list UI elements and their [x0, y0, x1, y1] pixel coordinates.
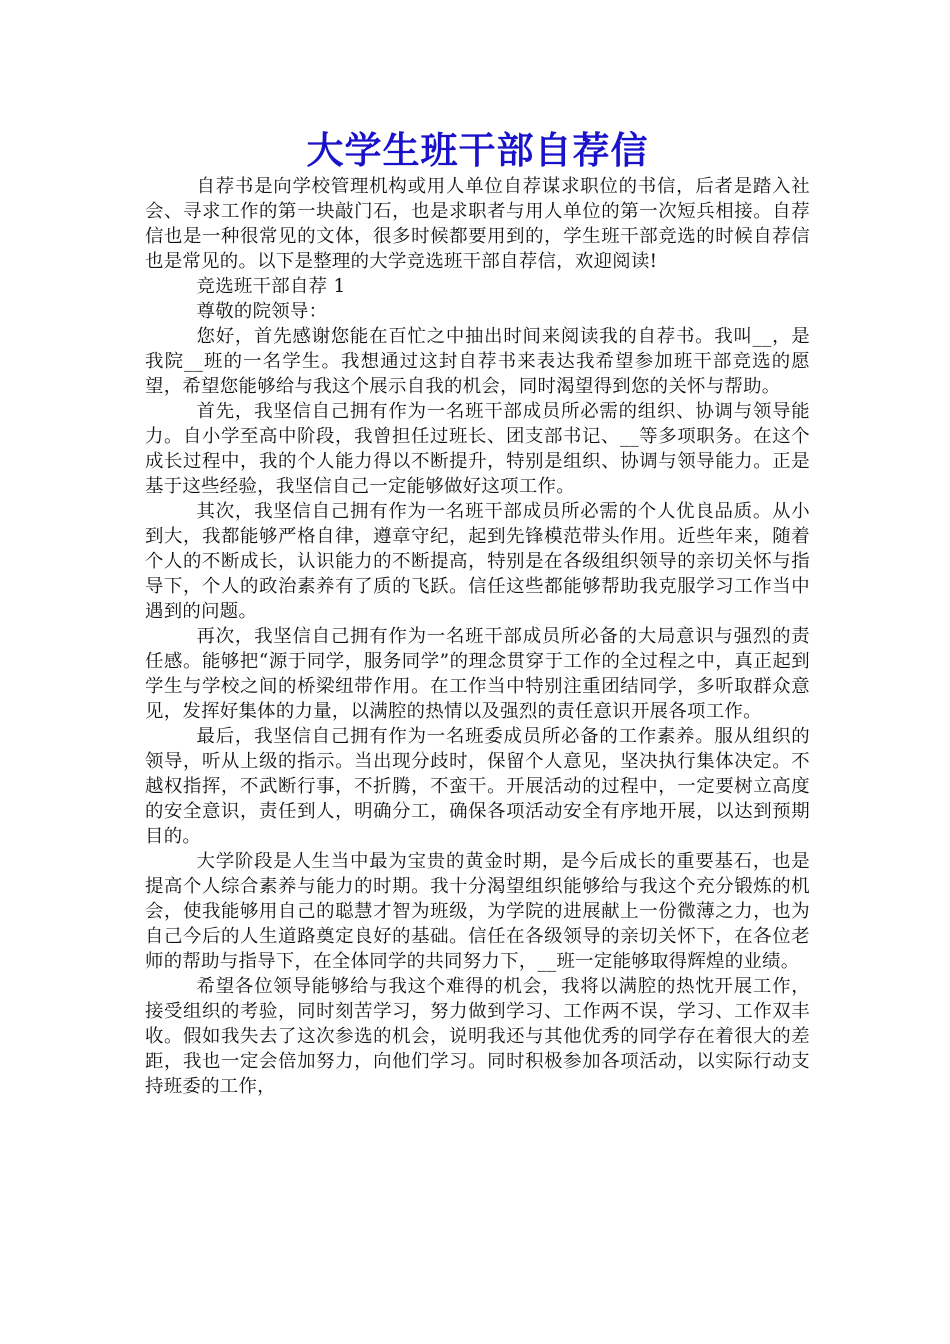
paragraph-second: 其次，我坚信自己拥有作为一名班干部成员所必需的个人优良品质。从小到大，我都能够严格自律，遵章守纪，起到先锋模范带头作用。近些年来，随着个人的不断成长，认识能力的不断提高，特别是在各级组织领导的亲切关怀与指导下，个人的政治素养有了质的飞跃。信任这些都能够帮助我克服学习工作当中遇到的问题。 [145, 501, 810, 622]
paragraph-third: 再次，我坚信自己拥有作为一名班干部成员所必备的大局意识与强烈的责任感。能够把“源于同学，服务同学”的理念贯穿于工作的全过程之中，真正起到学生与学校之间的桥梁纽带作用。在工作当中特别注重团结同学，多听取群众意见，发挥好集体的力量，以满腔的热情以及强烈的责任意识开展各项工作。 [145, 626, 810, 722]
document-title: 大学生班干部自荐信 [306, 128, 649, 172]
document-page [145, 128, 810, 1099]
paragraph-section-heading: 竞选班干部自荐 1 [196, 276, 346, 297]
paragraph-salutation: 尊敬的院领导： [196, 301, 328, 322]
paragraph-first: 首先，我坚信自己拥有作为一名班干部成员所必需的组织、协调与领导能力。自小学至高中阶段，我曾担任过班长、团支部书记、__等多项职务。在这个成长过程中，我的个人能力得以不断提升，特别是组织、协调与领导能力。正是基于这些经验，我坚信自己一定能够做好这项工作。 [145, 401, 810, 497]
paragraph-university-stage: 大学阶段是人生当中最为宝贵的黄金时期，是今后成长的重要基石，也是提高个人综合素养与能力的时期。我十分渴望组织能够给与我这个充分锻炼的机会，使我能够用自己的聪慧才智为班级，为学院的进展献上一份微薄之力，也为自己今后的人生道路奠定良好的基础。信任在各级领导的亲切关怀下，在各位老师的帮助与指导下，在全体同学的共同努力下，__班一定能够取得辉煌的业绩。 [145, 851, 810, 972]
paragraph-last: 最后，我坚信自己拥有作为一名班委成员所必备的工作素养。服从组织的领导，听从上级的指示。当出现分歧时，保留个人意见，坚决执行集体决定。不越权指挥，不武断行事，不折腾，不蛮干。开展活动的过程中，一定要树立高度的安全意识，责任到人，明确分工，确保各项活动安全有序地开展，以达到预期目的。 [145, 726, 810, 847]
paragraph-intro: 自荐书是向学校管理机构或用人单位自荐谋求职位的书信，后者是踏入社会、寻求工作的第一块敲门石，也是求职者与用人单位的第一次短兵相接。自荐信也是一种很常见的文体，很多时候都要用到的，学生班干部竞选的时候自荐信也是常见的。以下是整理的大学竞选班干部自荐信，欢迎阅读! [145, 176, 810, 272]
paragraph-greeting: 您好，首先感谢您能在百忙之中抽出时间来阅读我的自荐书。我叫__，是我院__班的一名学生。我想通过这封自荐书来表达我希望参加班干部竞选的愿望，希望您能够给与我这个展示自我的机会，同时渴望得到您的关怀与帮助。 [145, 326, 810, 397]
document-body [145, 174, 810, 1099]
paragraph-hope: 希望各位领导能够给与我这个难得的机会，我将以满腔的热忱开展工作，接受组织的考验，同时刻苦学习，努力做到学习、工作两不误，学习、工作双丰收。假如我失去了这次参选的机会，说明我还与其他优秀的同学存在着很大的差距，我也一定会倍加努力，向他们学习。同时积极参加各项活动，以实际行动支持班委的工作， [145, 976, 810, 1097]
